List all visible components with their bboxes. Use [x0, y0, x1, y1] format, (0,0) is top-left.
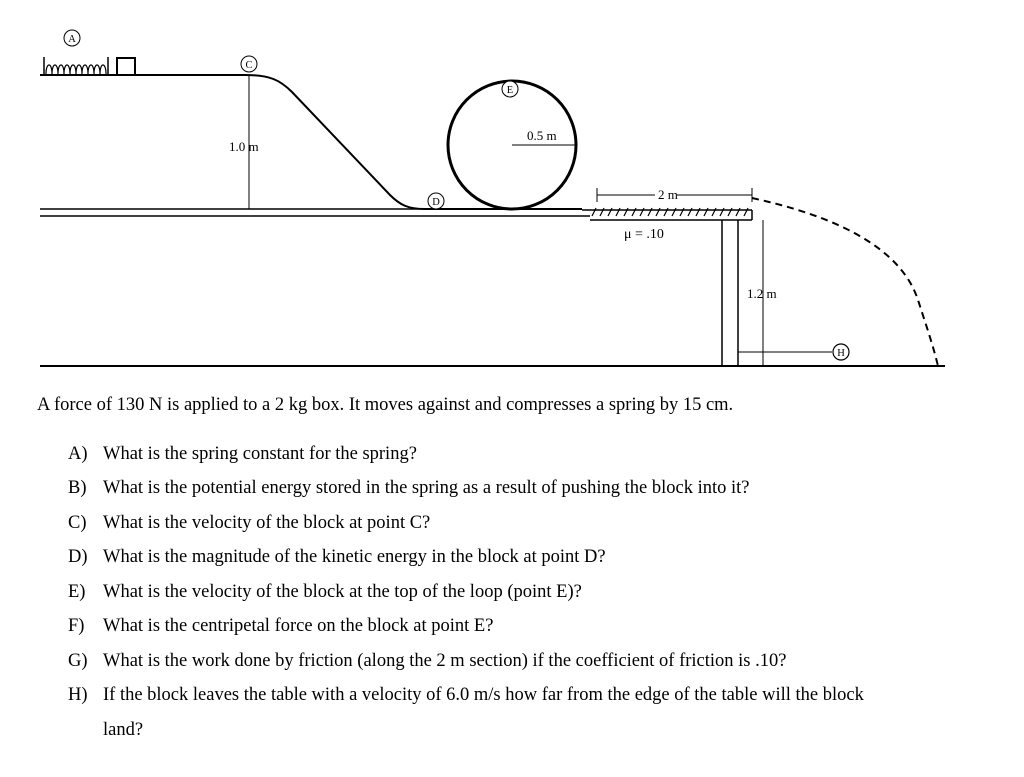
- point-a-marker: [64, 30, 80, 46]
- friction-coefficient-label: μ = .10: [624, 227, 664, 242]
- table-height-label: 1.2 m: [747, 286, 777, 301]
- svg-text:H: H: [837, 348, 845, 359]
- loop-radius-label: 0.5 m: [527, 128, 557, 143]
- question-letter: A): [68, 444, 88, 464]
- track-ramp: [40, 75, 582, 209]
- point-e-marker: [502, 81, 518, 97]
- trajectory: [752, 198, 938, 366]
- point-h-marker: [833, 344, 849, 360]
- question-letter: H): [68, 685, 88, 705]
- question-text: What is the velocity of the block at the top of the loop (point E)?: [103, 582, 582, 602]
- block: [117, 58, 135, 75]
- physics-diagram: [0, 0, 1024, 380]
- question-text: If the block leaves the table with a velocity of 6.0 m/s how far from the edge of the table will the block: [103, 685, 864, 705]
- friction-length-label: 2 m: [658, 187, 678, 202]
- question-letter: C): [68, 513, 87, 533]
- question-text: What is the work done by friction (along the 2 m section) if the coefficient of friction is .10?: [103, 651, 787, 671]
- svg-text:E: E: [506, 85, 514, 96]
- question-text: What is the centripetal force on the block at point E?: [103, 616, 494, 636]
- point-d-marker: [428, 193, 444, 209]
- question-text: What is the magnitude of the kinetic energy in the block at point D?: [103, 547, 606, 567]
- svg-text:A: A: [68, 34, 76, 45]
- question-letter: F): [68, 616, 85, 636]
- question-text: What is the potential energy stored in the spring as a result of pushing the block into it?: [103, 478, 750, 498]
- question-letter: E): [68, 582, 86, 602]
- svg-text:C: C: [245, 60, 253, 71]
- question-text: What is the velocity of the block at point C?: [103, 513, 431, 533]
- point-c-marker: [241, 56, 257, 72]
- ramp-height-label: 1.0 m: [229, 139, 259, 154]
- question-text: land?: [103, 720, 144, 740]
- question-text: What is the spring constant for the spring?: [103, 444, 417, 464]
- svg-text:D: D: [432, 197, 440, 208]
- spring: [44, 57, 108, 75]
- question-letter: D): [68, 547, 88, 567]
- table-leg: [722, 220, 738, 366]
- question-letter: B): [68, 478, 87, 498]
- question-letter: G): [68, 651, 88, 671]
- problem-statement: A force of 130 N is applied to a 2 kg box. It moves against and compresses a spring by 15 cm.: [37, 395, 734, 415]
- friction-hatch: [592, 208, 748, 216]
